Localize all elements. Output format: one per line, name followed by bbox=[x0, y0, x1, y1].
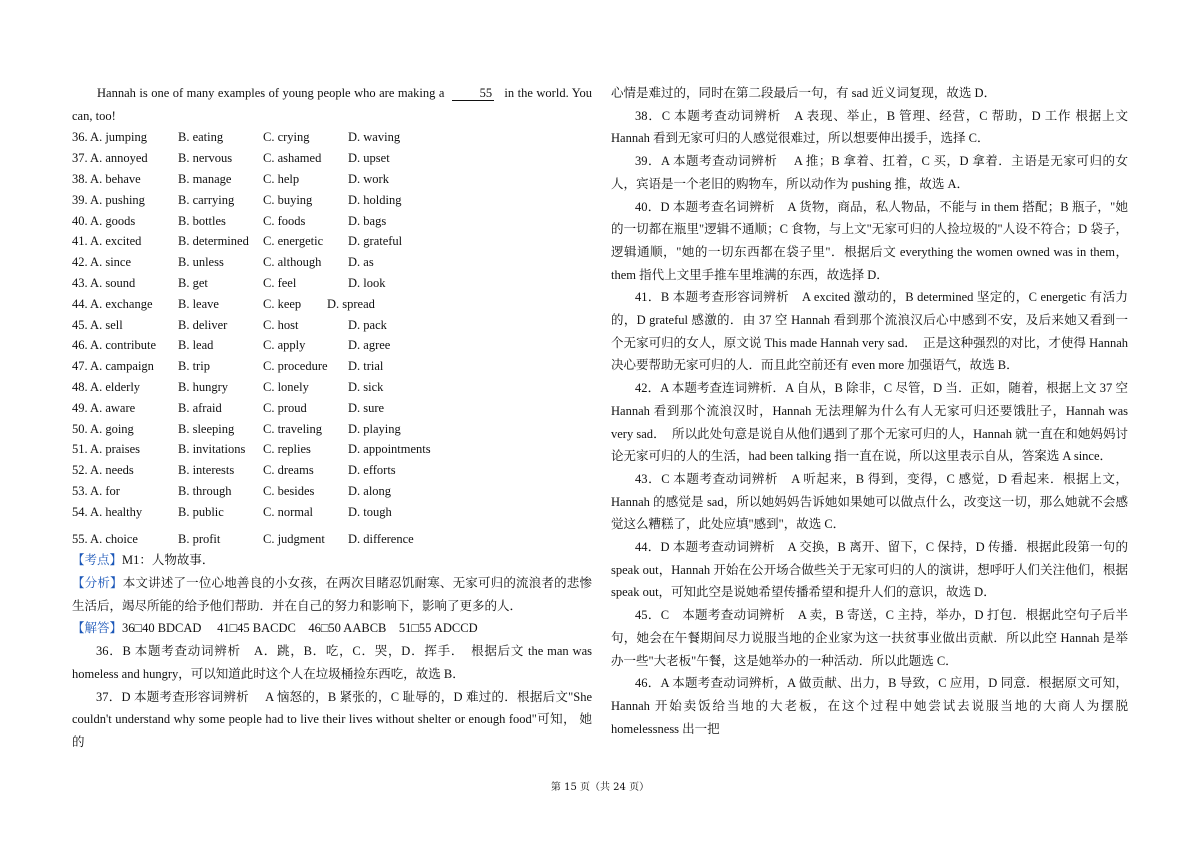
option-row bbox=[72, 398, 592, 419]
option-c: C. traveling bbox=[263, 421, 323, 436]
option-b: B. bottles bbox=[178, 213, 226, 228]
option-row bbox=[72, 419, 592, 440]
explanation-37-cont: 心情是难过的，同时在第二段最后一句，有 sad 近义词复现，故选 D． bbox=[611, 86, 997, 100]
explanation-42: 42．A 本题考查连词辨析．A 自从，B 除非，C 尽管，D 当．正如，随着，根据上文 37 空 Hannah 看到那个流浪汉时，Hannah 无法理解为什么有人无家可归还要饿肚子，Hannah was very sad． 所以此处句意是说自从他们遇到了那个无家可归的人，Hannah 就一直在和她妈妈讨论无家可归的人的生活，had been talking 指一直在说，所以这里表示自从，答案选 A since． bbox=[611, 381, 1128, 464]
option-d: D. sick bbox=[348, 379, 384, 394]
option-b: B. carrying bbox=[178, 192, 235, 207]
explanation-36: 36．B 本题考查动词辨析 A．跳，B．吃，C．哭，D．挥手． 根据后文 the man was homeless and hungry，可以知道此时这个人在垃圾桶捡东西吃，故选 B． bbox=[72, 644, 592, 681]
option-c: C. crying bbox=[263, 130, 310, 145]
option-b: B. trip bbox=[178, 359, 210, 374]
option-c: C. replies bbox=[263, 442, 311, 457]
option-c: C. host bbox=[263, 317, 299, 332]
option-c: C. apply bbox=[263, 338, 306, 353]
option-b: B. afraid bbox=[178, 400, 222, 415]
option-b: B. determined bbox=[178, 234, 249, 249]
jieda-section bbox=[72, 617, 592, 640]
option-d: D. efforts bbox=[348, 463, 396, 478]
option-a: 46. A. contribute bbox=[72, 338, 157, 353]
option-d: D. pack bbox=[348, 317, 387, 332]
option-c: C. dreams bbox=[263, 463, 314, 478]
option-c: C. ashamed bbox=[263, 151, 322, 166]
explanation-41: 41．B 本题考查形容词辨析 A excited 激动的，B determined 坚定的，C energetic 有活力的，D grateful 感激的．由 37 空 Hannah 看到那个流浪汉后心中感到不安，及后来她又看到一个无家可归的女人，原文说 This made Hannah very sad． 正是这种强烈的对比，才使得 Hannah 决心要帮助无家可归的人．而且此空前还有 even more 加强语气，故选 B． bbox=[611, 290, 1128, 373]
option-row bbox=[72, 460, 592, 481]
option-b: B. leave bbox=[178, 296, 219, 311]
option-b: B. deliver bbox=[178, 317, 228, 332]
option-row bbox=[72, 127, 592, 148]
option-c: C. help bbox=[263, 172, 300, 186]
kaodian-text: M1：人物故事． bbox=[122, 553, 215, 568]
option-d: D. bags bbox=[348, 213, 387, 228]
option-row bbox=[72, 529, 592, 550]
option-row bbox=[72, 335, 592, 356]
option-b: B. lead bbox=[178, 338, 214, 353]
option-c: C. buying bbox=[263, 192, 313, 207]
option-d: D. playing bbox=[348, 421, 401, 436]
option-b: B. interests bbox=[178, 463, 235, 478]
option-c: C. keep bbox=[263, 296, 302, 311]
option-row bbox=[72, 294, 592, 315]
option-c: C. besides bbox=[263, 483, 315, 498]
option-b: B. sleeping bbox=[178, 421, 235, 436]
right-column bbox=[611, 82, 1128, 740]
option-row bbox=[72, 439, 592, 460]
explanation-40: 40．D 本题考查名词辨析 A 货物，商品，私人物品，不能与 in them 搭配；B 瓶子，"她的一切都在瓶里"逻辑不通顺；C 食物，与上文"无家可归的人捡垃圾的"人设不符合；D 袋子，逻辑通顺，"她的一切东西都在袋子里"．根据后文 everything the women owned was in them，them 指代上文里手推车里堆满的东西，故选择 D． bbox=[611, 199, 1128, 282]
option-d: D. waving bbox=[348, 130, 401, 145]
option-row bbox=[72, 315, 592, 336]
option-d: D. upset bbox=[348, 151, 390, 166]
option-row bbox=[72, 231, 592, 252]
option-row bbox=[72, 273, 592, 294]
option-c: C. lonely bbox=[263, 379, 309, 394]
option-b: B. public bbox=[178, 504, 224, 519]
option-row bbox=[72, 481, 592, 502]
option-b: B. unless bbox=[178, 255, 224, 270]
option-d: D. trial bbox=[348, 359, 384, 374]
option-d: D. as bbox=[348, 255, 374, 270]
option-d: D. holding bbox=[348, 192, 402, 207]
option-d: D. difference bbox=[348, 531, 414, 546]
option-a: 45. A. sell bbox=[72, 317, 123, 332]
fenxi-tag: 【分析】 bbox=[72, 576, 123, 591]
option-a: 43. A. sound bbox=[72, 275, 136, 290]
option-a: 44. A. exchange bbox=[72, 296, 153, 311]
option-a: 39. A. pushing bbox=[72, 192, 145, 207]
explanation-44: 44．D 本题考查动词辨析 A 交换，B 离开、留下，C 保持，D 传播．根据此段第一句的 speak out，Hannah 开始在公开场合做些关于无家可归的人的演讲，想呼吁人们关注他们，根据 speak out，可知此空是说她希望传播希望和提升人们的意识，故选 D． bbox=[611, 540, 1128, 600]
option-c: C. proud bbox=[263, 400, 307, 415]
fenxi-text: 本文讲述了一位心地善良的小女孩，在两次目睹忍饥耐寒、无家可归的流浪者的悲惨生活后，竭尽所能的给予他们帮助．并在自己的努力和影响下，影响了更多的人． bbox=[72, 576, 592, 613]
fenxi-section bbox=[72, 572, 592, 617]
option-a: 48. A. elderly bbox=[72, 379, 141, 394]
option-row bbox=[72, 356, 592, 377]
option-a: 52. A. needs bbox=[72, 463, 134, 478]
explanation-46: 46．A 本题考查动词辨析，A 做贡献、出力，B 导致，C 应用，D 同意．根据原文可知，Hannah 开始卖饭给当地的大老板，在这个过程中她尝试去说服当地的大商人为摆脱 homelessness 出一把 bbox=[611, 676, 1128, 736]
kaodian-section bbox=[72, 549, 592, 572]
options-list bbox=[72, 127, 592, 549]
option-b: B. invitations bbox=[178, 442, 246, 457]
option-a: 47. A. campaign bbox=[72, 359, 154, 374]
option-d: D. sure bbox=[348, 400, 385, 415]
option-d: D. along bbox=[348, 483, 392, 498]
option-c: C. normal bbox=[263, 504, 313, 519]
passage-closing: Hannah is one of many examples of young people who are making a 55 in the world. You can, too! bbox=[72, 86, 593, 123]
option-c: C. procedure bbox=[263, 359, 328, 374]
option-d: D. grateful bbox=[348, 234, 403, 249]
option-b: B. manage bbox=[178, 172, 232, 186]
blank-55: 55 bbox=[452, 86, 494, 101]
option-d: D. agree bbox=[348, 338, 391, 353]
option-row bbox=[72, 502, 592, 523]
option-a: 37. A. annoyed bbox=[72, 151, 148, 166]
option-b: B. through bbox=[178, 483, 232, 498]
option-a: 36. A. jumping bbox=[72, 130, 148, 145]
option-c: C. although bbox=[263, 255, 322, 270]
option-b: B. nervous bbox=[178, 151, 233, 166]
option-b: B. get bbox=[178, 275, 208, 290]
option-row bbox=[72, 148, 592, 169]
explanation-39: 39．A 本题考查动词辨析 A 推；B 拿着、扛着，C 买，D 拿着．主语是无家可归的女人，宾语是一个老旧的购物车，所以动作为 pushing 推，故选 A． bbox=[611, 154, 1128, 191]
option-a: 49. A. aware bbox=[72, 400, 136, 415]
option-row bbox=[72, 211, 592, 232]
option-a: 53. A. for bbox=[72, 483, 120, 498]
option-a: 38. A. behave bbox=[72, 172, 141, 186]
left-column bbox=[72, 82, 592, 754]
option-d: D. spread bbox=[327, 296, 375, 311]
option-c: C. energetic bbox=[263, 234, 324, 249]
option-a: 54. A. healthy bbox=[72, 504, 143, 519]
option-d: D. look bbox=[348, 275, 386, 290]
page-footer: 第 15 页（共 24 页） bbox=[550, 782, 650, 793]
explanation-37: 37．D 本题考查形容词辨析 A 恼怒的，B 紧张的，C 耻辱的，D 难过的．根据后文"She couldn't understand why some people had to live their lives without shelter or enough food"可知， 她的 bbox=[72, 689, 592, 749]
option-row bbox=[72, 377, 592, 398]
kaodian-tag: 【考点】 bbox=[72, 553, 123, 568]
option-a: 40. A. goods bbox=[72, 213, 136, 228]
option-a: 42. A. since bbox=[72, 255, 132, 270]
jieda-tag: 【解答】 bbox=[72, 621, 123, 636]
explanation-45: 45．C 本题考查动词辨析 A 卖，B 寄送，C 主持，举办，D 打包．根据此空句子后半句，她会在午餐期间尽力说服当地的企业家为这一扶贫事业做出贡献．所以此空 Hannah 是举办一些"大老板"午餐，这是她举办的一种活动．所以此题选 C． bbox=[611, 608, 1128, 668]
explanation-43: 43．C 本题考查动词辨析 A 听起来，B 得到，变得，C 感觉，D 看起来．根据上文，Hannah 的感觉是 sad，所以她妈妈告诉她如果她可以做点什么，改变这一切，那么她就不会感觉这么糟糕了，此处应填"感到"，故选 C． bbox=[611, 471, 1128, 532]
option-b: B. eating bbox=[178, 130, 224, 145]
option-c: C. foods bbox=[263, 213, 306, 228]
jieda-text: 36□40 BDCAD 41□45 BACDC 46□50 AABCB 51□55 ADCCD bbox=[122, 621, 478, 636]
option-a: 55. A. choice bbox=[72, 531, 138, 546]
option-d: D. appointments bbox=[348, 442, 431, 457]
option-row bbox=[72, 252, 592, 273]
option-b: B. profit bbox=[178, 531, 221, 546]
option-a: 41. A. excited bbox=[72, 234, 142, 249]
option-c: C. judgment bbox=[263, 531, 325, 546]
option-row bbox=[72, 169, 592, 190]
option-c: C. feel bbox=[263, 275, 297, 290]
option-d: D. tough bbox=[348, 504, 392, 519]
explanation-38: 38．C 本题考查动词辨析 A 表现、举止，B 管理、经营，C 帮助，D 工作 根据上文 Hannah 看到无家可归的人感觉很难过，所以想要伸出援手，选择 C． bbox=[611, 108, 1128, 146]
option-b: B. hungry bbox=[178, 379, 228, 394]
option-d: D. work bbox=[348, 172, 389, 186]
option-row bbox=[72, 190, 592, 211]
option-a: 51. A. praises bbox=[72, 442, 141, 457]
option-a: 50. A. going bbox=[72, 421, 134, 436]
